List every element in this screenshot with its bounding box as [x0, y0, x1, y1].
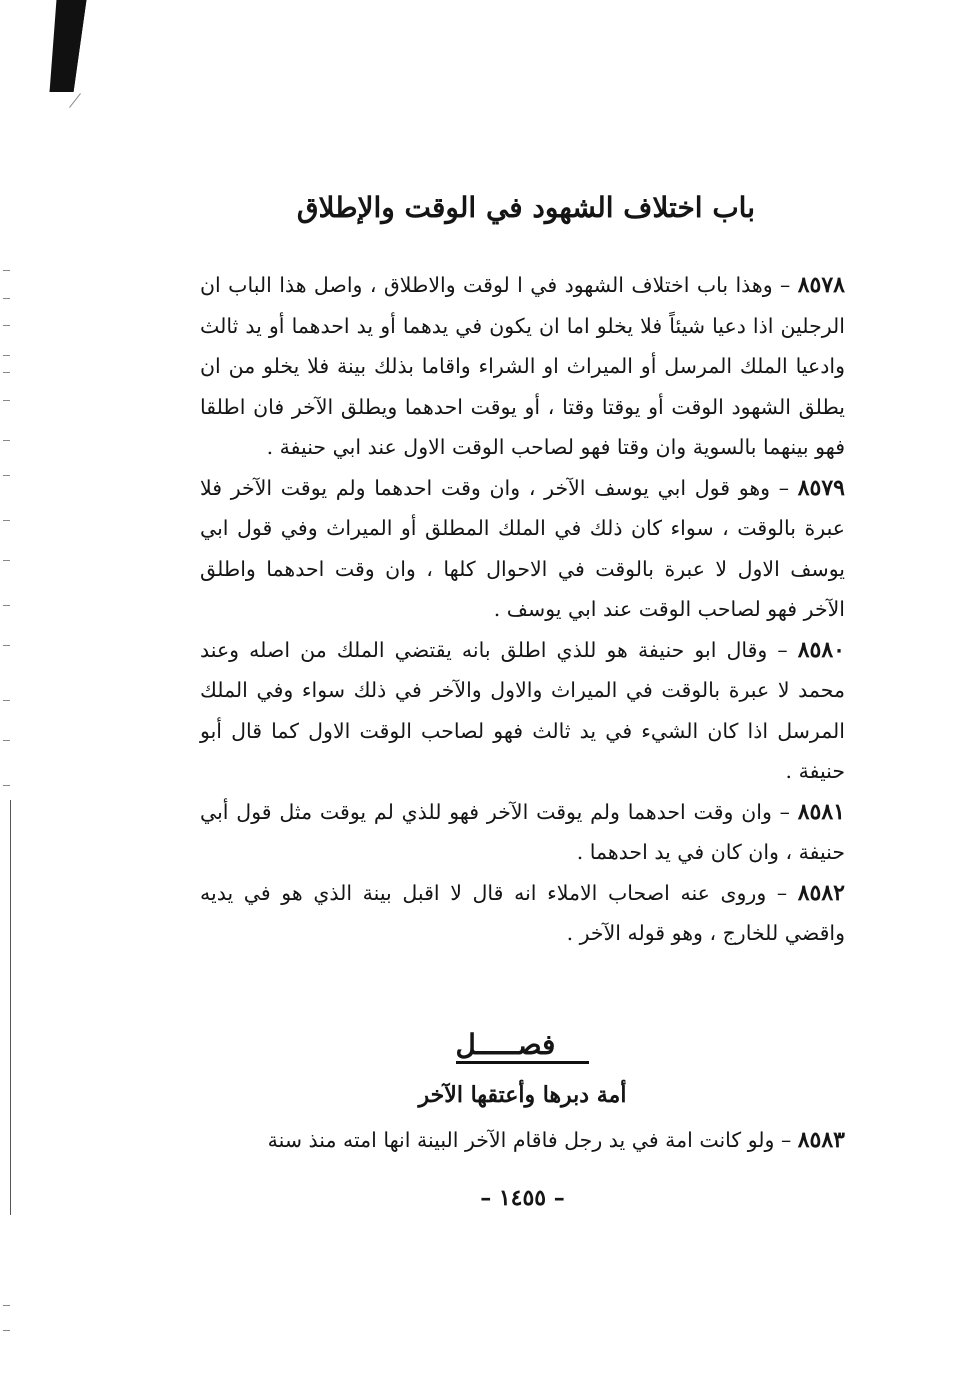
chapter-title: باب اختلاف الشهود في الوقت والإطلاق	[296, 191, 755, 224]
binding-tick	[3, 355, 10, 356]
section-subtitle: أمة دبرها وأعتقها الآخر	[418, 1082, 627, 1108]
binding-tick	[3, 740, 10, 741]
binding-tick	[3, 605, 10, 606]
paragraph-text: – وهو قول ابي يوسف الآخر ، وان وقت احدهما ولم يوقت الآخر فلا عبرة بالوقت ، سواء كان ذلك في الملك المطلق أو الميراث وفي قول ابي يوسف الاول لا عبرة بالوقت في الاحوال كلها ، وان وقت احدهما واطلق الآخر فهو لصاحب الوقت عند ابي يوسف .	[200, 475, 845, 621]
binding-tick	[3, 475, 10, 476]
binding-tick	[3, 520, 10, 521]
paragraph-number: ٨٥٨٣	[797, 1127, 845, 1153]
binding-tick	[3, 440, 10, 441]
paragraph-8580	[200, 630, 845, 792]
binding-tick	[3, 270, 10, 271]
paragraph-number: ٨٥٧٩	[797, 474, 845, 501]
scan-stray-stroke	[69, 93, 81, 108]
paragraph-text: – وان وقت احدهما ولم يوقت الآخر فهو للذي لم يوقت مثل قول أبي حنيفة ، وان كان في يد احدهما .	[200, 799, 845, 864]
section-heading	[200, 1020, 845, 1070]
paragraph-8579	[200, 468, 845, 630]
paragraph-text: – وهذا باب اختلاف الشهود في ا لوقت والاطلاق ، واصل هذا الباب ان الرجلين اذا دعيا شيئاً فلا يخلو اما ان يكون في يدهما أو يد احدهما أو يد ثالث وادعيا الملك المرسل أو الميراث او الشراء واقاما بذلك بينة فلا يخلو من ان يطلق الشهود الوقت أو يوقتا وقتا ، أو يوقت احدهما ويطلق الآخر فان اطلقا فهو بينهما بالسوية وان وقتا فهو لصاحب الوقت الاول عند ابي حنيفة .	[200, 273, 845, 459]
scan-binding-edge	[0, 260, 18, 1320]
paragraph-text: – وروى عنه اصحاب الاملاء انه قال لا اقبل بينة الذي هو في يديه واقضي للخارج ، وهو قوله الآخر .	[200, 880, 845, 945]
page-number: – ١٤٥٥ –	[480, 1185, 565, 1211]
binding-tick	[3, 400, 10, 401]
scan-corner-mark	[44, 0, 87, 92]
paragraph-number: ٨٥٨٢	[797, 879, 845, 906]
paragraph-number: ٨٥٨٠	[797, 636, 845, 663]
binding-line	[10, 800, 11, 1215]
binding-tick	[3, 645, 10, 646]
main-text	[200, 265, 845, 954]
paragraph-8578	[200, 265, 845, 468]
binding-tick	[3, 560, 10, 561]
paragraph-8582	[200, 873, 845, 954]
binding-tick	[3, 785, 10, 786]
binding-tick	[3, 1305, 10, 1306]
binding-tick	[3, 372, 10, 373]
binding-tick	[3, 700, 10, 701]
paragraph-text: – وقال ابو حنيفة هو للذي اطلق بانه يقتضي الملك من اصله وعند محمد لا عبرة بالوقت في الميراث والاول والآخر في ذلك سواء وفي الملك المرسل اذا كان الشيء في يد ثالث فهو لصاحب الوقت الاول كما قال أبو حنيفة .	[200, 637, 845, 783]
paragraph-8583	[200, 1120, 845, 1160]
binding-tick	[3, 298, 10, 299]
paragraph-number: ٨٥٧٨	[797, 272, 845, 298]
paragraph-text: – ولو كانت امة في يد رجل فاقام الآخر البينة انها امته منذ سنة	[267, 1128, 792, 1152]
binding-tick	[3, 325, 10, 326]
paragraph-8581	[200, 792, 845, 873]
section-heading-text: فصـــــل	[456, 1028, 590, 1064]
paragraph-number: ٨٥٨١	[797, 798, 845, 825]
binding-tick	[3, 1330, 10, 1331]
